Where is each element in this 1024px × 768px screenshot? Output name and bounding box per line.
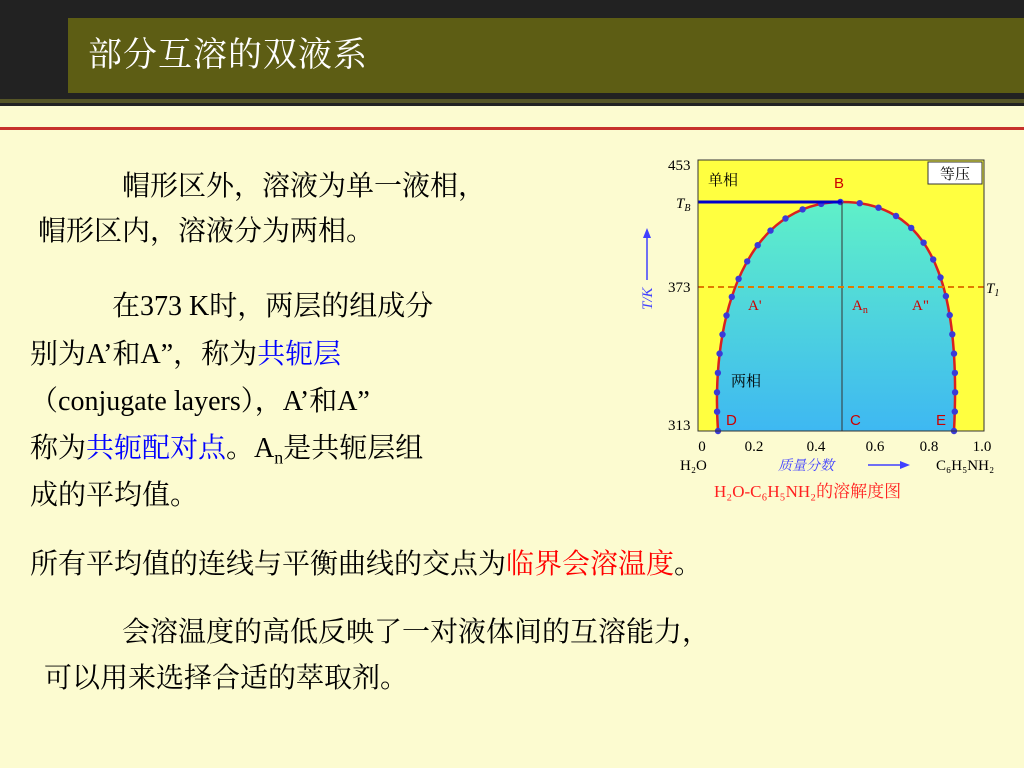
x-tick: 0.4 xyxy=(806,439,826,455)
temperature-value: 373 K xyxy=(140,291,210,322)
text-span: 。 xyxy=(226,431,255,464)
solubility-diagram xyxy=(628,150,1000,510)
y-tick-313: 313 xyxy=(668,418,691,434)
x-axis-arrowhead xyxy=(900,461,910,469)
point-a1-label: A' xyxy=(748,298,762,314)
x-tick-labels xyxy=(698,439,991,455)
point-ref: A’ xyxy=(282,386,310,417)
tb-sub: B xyxy=(684,203,691,214)
y-tick-453: 453 xyxy=(668,158,691,174)
curve-marker xyxy=(949,331,955,337)
point-ref: A” xyxy=(337,386,370,417)
curve-marker xyxy=(937,274,943,280)
x-right-label: C₆H₅NH₂ xyxy=(936,458,995,474)
point-ref: A xyxy=(254,433,275,464)
curve-marker xyxy=(943,293,949,299)
isobaric-label: 等压 xyxy=(939,165,971,183)
t1-sub: 1 xyxy=(994,288,1000,299)
slide-title: 部分互溶的双液系 xyxy=(88,35,368,75)
term-conjugate-layers: 共轭层 xyxy=(257,337,342,370)
curve-marker xyxy=(952,370,958,376)
point-e-label: E xyxy=(936,412,947,429)
text-span: ，称为 xyxy=(173,337,258,370)
curve-marker xyxy=(857,200,863,206)
x-tick: 0 xyxy=(698,439,706,455)
curve-marker xyxy=(930,256,936,262)
curve-marker xyxy=(755,242,761,248)
curve-marker xyxy=(716,350,722,356)
curve-marker xyxy=(920,240,926,246)
curve-marker xyxy=(782,215,788,221)
y-axis-label: T/K xyxy=(640,287,656,310)
point-c-label: C xyxy=(850,412,861,429)
text-span: 和 xyxy=(309,384,338,417)
text-span: 别为 xyxy=(30,337,87,370)
text-span: 在 xyxy=(112,289,141,322)
curve-marker xyxy=(893,213,899,219)
curve-marker xyxy=(714,389,720,395)
para4-line1: 会溶温度的高低反映了一对液体间的互溶能力， xyxy=(122,615,711,648)
curve-marker xyxy=(952,408,958,414)
tb-main: T xyxy=(676,196,685,212)
para1-line1: 帽形区外，溶液为单一液相， xyxy=(122,169,487,202)
t1-main: T xyxy=(986,281,995,297)
text-span: 和 xyxy=(112,337,141,370)
curve-marker xyxy=(875,205,881,211)
para2-line1 xyxy=(112,284,433,324)
tb-label xyxy=(676,196,690,214)
x-tick: 0.6 xyxy=(865,439,885,455)
para2-line3 xyxy=(30,379,370,419)
curve-marker xyxy=(723,312,729,318)
curve-marker xyxy=(908,225,914,231)
figure-caption: H₂O-C₆H₅NH₂的溶解度图 xyxy=(714,482,902,501)
para1-line2: 帽形区内，溶液分为两相。 xyxy=(38,214,375,247)
x-left-label: H₂O xyxy=(680,458,707,474)
x-axis-label: 质量分数 xyxy=(778,458,834,474)
y-axis-arrowhead xyxy=(643,228,651,238)
t1-label xyxy=(986,281,999,299)
curve-marker xyxy=(735,276,741,282)
text-span: ）， xyxy=(240,384,283,417)
x-tick: 0.8 xyxy=(919,439,939,455)
title-bar xyxy=(0,0,1024,106)
curve-marker xyxy=(799,206,805,212)
para4-line2: 可以用来选择合适的萃取剂。 xyxy=(44,661,409,694)
point-b-label: B xyxy=(834,175,845,192)
point-a2-label: A" xyxy=(912,298,929,314)
y-tick-373: 373 xyxy=(668,280,691,296)
x-tick: 0.2 xyxy=(744,439,764,455)
para2-line5: 成的平均值。 xyxy=(30,478,199,511)
text-span: 。 xyxy=(674,547,703,580)
point-ref: A” xyxy=(140,339,174,370)
term-conjugate-pair: 共轭配对点 xyxy=(86,431,227,464)
x-tick: 1.0 xyxy=(972,439,992,455)
para2-line4 xyxy=(30,426,423,469)
an-main: A xyxy=(852,298,863,314)
point-subscript: n xyxy=(274,447,284,468)
para2-line2 xyxy=(30,332,341,372)
red-divider xyxy=(0,127,1024,130)
curve-marker xyxy=(715,370,721,376)
single-phase-label: 单相 xyxy=(708,171,739,189)
point-d-label: D xyxy=(726,412,737,429)
curve-marker xyxy=(951,350,957,356)
text-span: 是共轭层组 xyxy=(283,431,424,464)
text-span: 称为 xyxy=(30,431,87,464)
curve-marker xyxy=(952,389,958,395)
curve-marker xyxy=(719,331,725,337)
curve-marker xyxy=(729,294,735,300)
text-span: 所有平均值的连线与平衡曲线的交点为 xyxy=(30,547,507,580)
text-span: （ xyxy=(30,384,59,417)
an-sub: n xyxy=(862,305,868,316)
title-underline xyxy=(0,99,1024,103)
curve-marker xyxy=(767,227,773,233)
term-english: conjugate layers xyxy=(58,386,241,417)
curve-marker xyxy=(714,409,720,415)
term-critical-temperature: 临界会溶温度 xyxy=(506,547,675,580)
point-ref: A’ xyxy=(86,339,113,370)
para3 xyxy=(30,542,702,582)
two-phase-label: 两相 xyxy=(731,372,762,390)
curve-marker xyxy=(744,258,750,264)
text-span: 时，两层的组成分 xyxy=(209,289,434,322)
curve-marker xyxy=(947,312,953,318)
